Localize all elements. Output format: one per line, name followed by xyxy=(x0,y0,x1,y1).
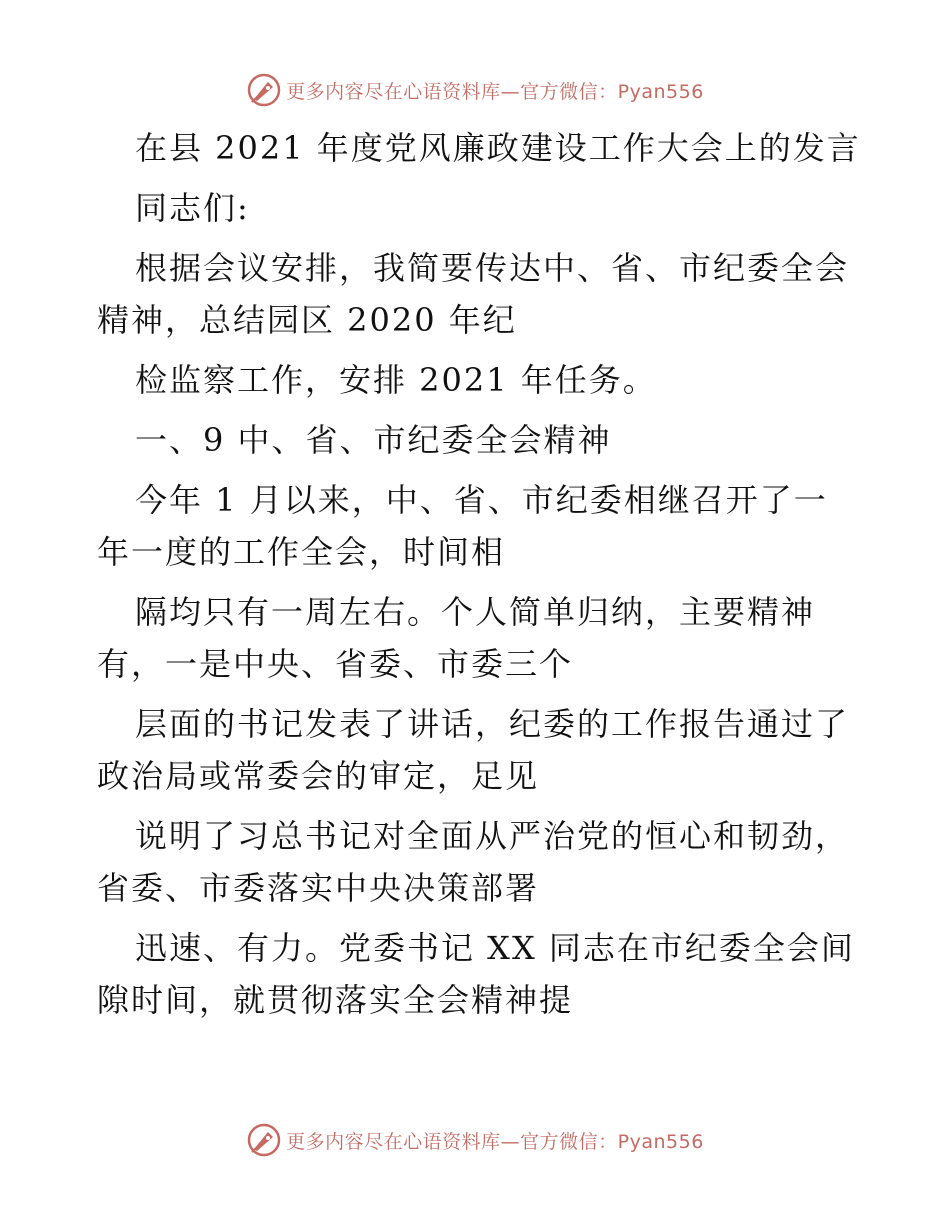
text-line: 说明了习总书记对全面从严治党的恒心和韧劲， xyxy=(135,817,850,855)
text-line: 迅速、有力。党委书记 XX 同志在市纪委全会间 xyxy=(135,929,855,967)
text-line: 年一度的工作全会，时间相 xyxy=(97,533,506,571)
text-line: 检监察工作，安排 2021 年任务。 xyxy=(135,361,657,399)
header-watermark xyxy=(0,68,950,112)
document-body xyxy=(97,122,861,1026)
pen-nib-logo-icon xyxy=(246,72,282,108)
text-line: 隔均只有一周左右。个人简单归纳，主要精神 xyxy=(135,593,816,631)
watermark-text: 更多内容尽在心语资料库—官方微信：Pyan556 xyxy=(286,80,704,103)
salutation: 同志们: xyxy=(135,189,250,227)
text-line: 精神，总结园区 2020 年纪 xyxy=(97,301,517,339)
footer-watermark xyxy=(0,1118,950,1162)
document-title: 在县 2021 年度党风廉政建设工作大会上的发言 xyxy=(135,129,861,167)
section-heading: 一、9 中、省、市纪委全会精神 xyxy=(135,421,612,459)
text-line: 根据会议安排，我简要传达中、省、市纪委全会 xyxy=(135,249,850,287)
text-line: 有，一是中央、省委、市委三个 xyxy=(97,645,574,683)
text-line: 省委、市委落实中央决策部署 xyxy=(97,869,540,907)
text-line: 政治局或常委会的审定，足见 xyxy=(97,757,540,795)
text-line: 隙时间，就贯彻落实全会精神提 xyxy=(97,981,574,1019)
watermark-text: 更多内容尽在心语资料库—官方微信：Pyan556 xyxy=(286,1130,704,1153)
pen-nib-logo-icon xyxy=(246,1122,282,1158)
text-line: 层面的书记发表了讲话，纪委的工作报告通过了 xyxy=(135,705,850,743)
text-line: 今年 1 月以来，中、省、市纪委相继召开了一 xyxy=(135,481,828,519)
